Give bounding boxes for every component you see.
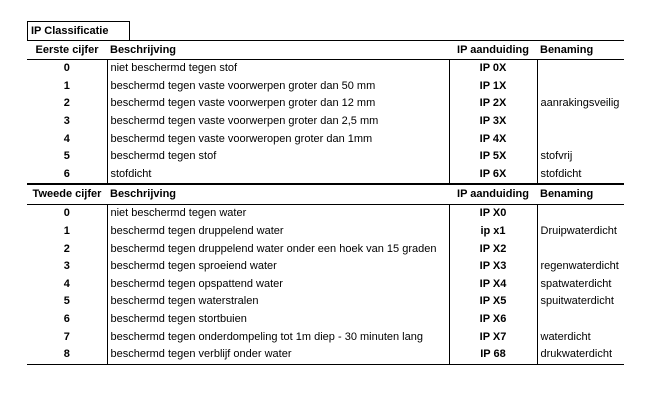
- name-cell: [537, 113, 624, 131]
- section-first-digit: [27, 41, 624, 185]
- description-cell: beschermd tegen druppelend water onder een hoek van 15 graden: [107, 240, 449, 258]
- table-row: [27, 78, 624, 96]
- name-cell: aanrakingsveilig: [537, 95, 624, 113]
- ip-code-cell: IP 0X: [449, 60, 537, 78]
- ip-code-cell: IP 6X: [449, 166, 537, 185]
- digit-cell: 0: [63, 207, 70, 220]
- ip-code-cell: IP X0: [449, 205, 537, 223]
- description-cell: beschermd tegen druppelend water: [107, 223, 449, 241]
- digit-cell: 4: [63, 277, 70, 290]
- table-row: [27, 328, 624, 346]
- description-cell: beschermd tegen vaste voorwerpen groter dan 2,5 mm: [107, 113, 449, 131]
- ip-code-cell: IP 1X: [449, 78, 537, 96]
- name-header: Benaming: [537, 41, 624, 60]
- name-cell: stofdicht: [537, 166, 624, 185]
- ip-code-cell: IP X6: [449, 311, 537, 329]
- digit-cell: 6: [63, 167, 70, 180]
- digit-cell: 1: [63, 225, 70, 238]
- table-row: [27, 293, 624, 311]
- name-cell: [537, 78, 624, 96]
- digit-cell: 8: [27, 346, 107, 364]
- header-row: [27, 184, 624, 205]
- ip-code-cell: IP 68: [449, 346, 537, 364]
- section-second-digit: [27, 184, 624, 364]
- description-cell: stofdicht: [107, 166, 449, 185]
- ip-code-cell: IP X3: [449, 258, 537, 276]
- ip-code-header: IP aanduiding: [449, 41, 537, 60]
- name-cell: Druipwaterdicht: [537, 223, 624, 241]
- digit-cell: 5: [63, 295, 70, 308]
- table-row: [27, 130, 624, 148]
- table-row: [27, 240, 624, 258]
- name-cell: [537, 130, 624, 148]
- name-cell: [537, 205, 624, 223]
- table-row: [27, 311, 624, 329]
- ip-classification-table: [27, 40, 624, 365]
- header-row: [27, 41, 624, 60]
- digit-cell: 6: [63, 313, 70, 326]
- name-cell: stofvrij: [537, 148, 624, 166]
- ip-code-cell: ip x1: [449, 223, 537, 241]
- name-cell: [537, 240, 624, 258]
- table-row: [27, 113, 624, 131]
- table-row: [27, 60, 624, 78]
- description-cell: beschermd tegen opspattend water: [107, 276, 449, 294]
- digit-cell: 1: [63, 79, 70, 92]
- description-cell: beschermd tegen stof: [107, 148, 449, 166]
- description-cell: niet beschermd tegen water: [107, 205, 449, 223]
- digit-cell: 2: [63, 97, 70, 110]
- table-row: [27, 148, 624, 166]
- description-cell: beschermd tegen sproeiend water: [107, 258, 449, 276]
- ip-code-cell: IP 4X: [449, 130, 537, 148]
- name-cell: spuitwaterdicht: [537, 293, 624, 311]
- table-row: [27, 205, 624, 223]
- ip-code-cell: IP 5X: [449, 148, 537, 166]
- name-cell: waterdicht: [537, 328, 624, 346]
- digit-cell: 4: [63, 132, 70, 145]
- name-header: Benaming: [537, 184, 624, 205]
- ip-code-cell: IP X5: [449, 293, 537, 311]
- description-header: Beschrijving: [107, 184, 449, 205]
- description-cell: beschermd tegen vaste voorwerpen groter dan 50 mm: [107, 78, 449, 96]
- table-row: [27, 166, 624, 185]
- description-cell: beschermd tegen waterstralen: [107, 293, 449, 311]
- table-row: [27, 223, 624, 241]
- digit-cell: 5: [63, 150, 70, 163]
- description-cell: niet beschermd tegen stof: [107, 60, 449, 78]
- description-cell: beschermd tegen vaste voorweropen groter dan 1mm: [107, 130, 449, 148]
- digit-header: Tweede cijfer: [27, 184, 107, 205]
- ip-code-cell: IP X4: [449, 276, 537, 294]
- ip-code-cell: IP 3X: [449, 113, 537, 131]
- description-cell: beschermd tegen stortbuien: [107, 311, 449, 329]
- table-row: [27, 258, 624, 276]
- digit-cell: 7: [63, 330, 70, 343]
- digit-cell: 0: [63, 62, 70, 75]
- ip-code-header: IP aanduiding: [449, 184, 537, 205]
- description-cell: beschermd tegen verblijf onder water: [107, 346, 449, 364]
- table-row: [27, 276, 624, 294]
- description-cell: beschermd tegen onderdompeling tot 1m diep - 30 minuten lang: [107, 328, 449, 346]
- description-cell: beschermd tegen vaste voorwerpen groter dan 12 mm: [107, 95, 449, 113]
- ip-code-cell: IP 2X: [449, 95, 537, 113]
- digit-cell: 2: [63, 242, 70, 255]
- ip-code-cell: IP X2: [449, 240, 537, 258]
- digit-cell: 3: [63, 115, 70, 128]
- name-cell: spatwaterdicht: [537, 276, 624, 294]
- table-row: [27, 95, 624, 113]
- digit-cell: 3: [63, 260, 70, 273]
- table-row: [27, 346, 624, 364]
- name-cell: regenwaterdicht: [537, 258, 624, 276]
- ip-code-cell: IP X7: [449, 328, 537, 346]
- name-cell: drukwaterdicht: [537, 346, 624, 364]
- name-cell: [537, 311, 624, 329]
- table-caption: IP Classificatie: [27, 21, 130, 40]
- description-header: Beschrijving: [107, 41, 449, 60]
- name-cell: [537, 60, 624, 78]
- digit-header: Eerste cijfer: [27, 41, 107, 60]
